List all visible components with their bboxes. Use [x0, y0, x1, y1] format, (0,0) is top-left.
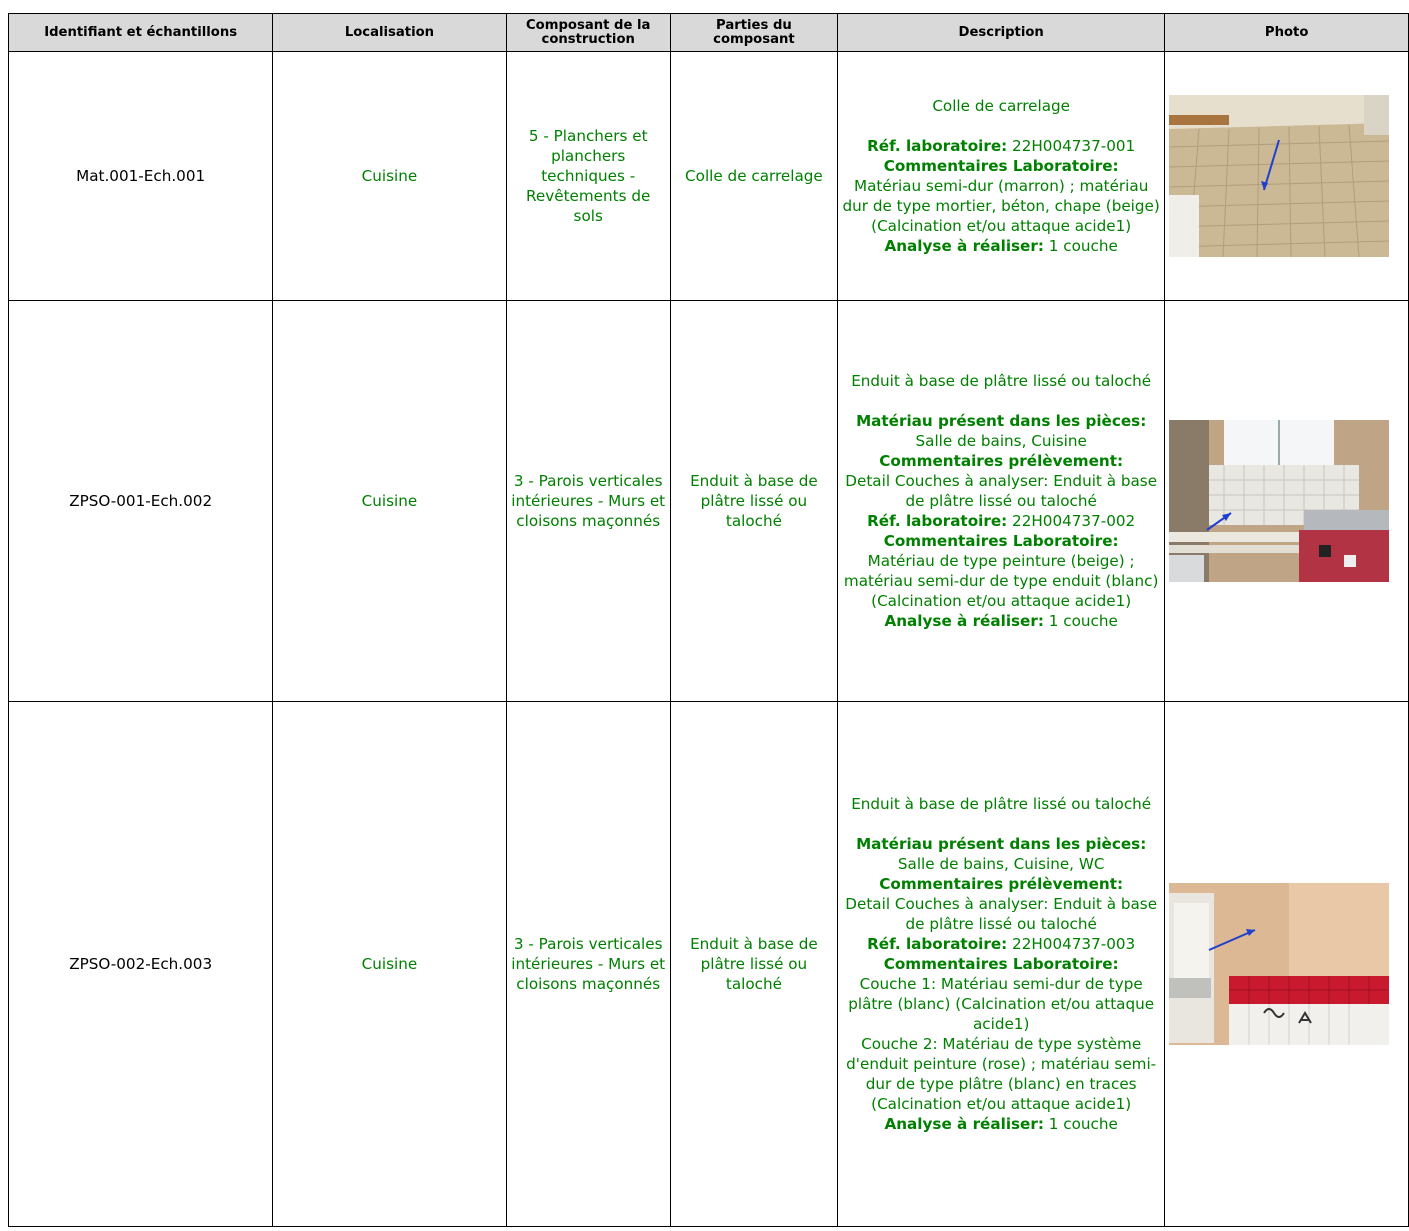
sample-location: Cuisine [273, 702, 506, 1227]
sample-description [838, 52, 1165, 301]
photo-cell [1165, 702, 1409, 1227]
description-title: Enduit à base de plâtre lissé ou taloché [851, 795, 1152, 813]
sample-component: 5 - Planchers et planchers techniques - Revêtements de sols [506, 52, 670, 301]
sample-id: ZPSO-002-Ech.003 [9, 702, 273, 1227]
sampling-comments-label: Commentaires prélèvement: [879, 452, 1124, 470]
description-title: Enduit à base de plâtre lissé ou taloché [851, 372, 1152, 390]
photo-cell [1165, 301, 1409, 702]
table-row [9, 301, 1409, 702]
photo-cell [1165, 52, 1409, 301]
lab-reference [842, 136, 1160, 156]
analysis-label: Analyse à réaliser: [884, 1115, 1044, 1133]
table-row [9, 702, 1409, 1227]
analysis-label: Analyse à réaliser: [884, 237, 1044, 255]
sample-id: ZPSO-001-Ech.002 [9, 301, 273, 702]
sample-location: Cuisine [273, 52, 506, 301]
sample-photo [1169, 95, 1389, 257]
sample-part: Enduit à base de plâtre lissé ou taloché [670, 301, 837, 702]
header-component: Composant de la construction [506, 14, 670, 52]
analysis-value: 1 couche [1048, 1115, 1118, 1133]
sample-part: Enduit à base de plâtre lissé ou taloché [670, 702, 837, 1227]
analysis-value: 1 couche [1048, 612, 1118, 630]
sample-component: 3 - Parois verticales intérieures - Murs et cloisons maçonnés [506, 702, 670, 1227]
header-location: Localisation [273, 14, 506, 52]
table-row [9, 52, 1409, 301]
lab-reference-label: Réf. laboratoire: [867, 137, 1008, 155]
analysis-label: Analyse à réaliser: [884, 612, 1044, 630]
header-photo: Photo [1165, 14, 1409, 52]
lab-reference-value: 22H004737-003 [1012, 935, 1136, 953]
lab-reference-value: 22H004737-001 [1012, 137, 1136, 155]
lab-reference [842, 934, 1160, 954]
sample-id: Mat.001-Ech.001 [9, 52, 273, 301]
lab-comments-layer-1: Couche 1: Matériau semi-dur de type plâtre (blanc) (Calcination et/ou attaque acide1) [848, 975, 1155, 1033]
lab-comments-label: Commentaires Laboratoire: [883, 157, 1119, 175]
present-value: Salle de bains, Cuisine, WC [897, 855, 1105, 873]
lab-reference-label: Réf. laboratoire: [867, 935, 1008, 953]
header-row [9, 14, 1409, 52]
sample-component: 3 - Parois verticales intérieures - Murs et cloisons maçonnés [506, 301, 670, 702]
sample-description [838, 702, 1165, 1227]
sampling-comments-value: Detail Couches à analyser: Enduit à base de plâtre lissé ou taloché [845, 895, 1158, 933]
lab-comments-label: Commentaires Laboratoire: [883, 532, 1119, 550]
sampling-comments-value: Detail Couches à analyser: Enduit à base de plâtre lissé ou taloché [845, 472, 1158, 510]
sample-part: Colle de carrelage [670, 52, 837, 301]
lab-reference-label: Réf. laboratoire: [867, 512, 1008, 530]
header-identifier: Identifiant et échantillons [9, 14, 273, 52]
lab-comments-value: Matériau de type peinture (beige) ; matériau semi-dur de type enduit (blanc) (Calcination et/ou attaque acide1) [843, 552, 1159, 610]
present-label: Matériau présent dans les pièces: [856, 412, 1147, 430]
sample-description [838, 301, 1165, 702]
present-value: Salle de bains, Cuisine [915, 432, 1087, 450]
sampling-comments-label: Commentaires prélèvement: [879, 875, 1124, 893]
lab-comments-layer-2: Couche 2: Matériau de type système d'enduit peinture (rose) ; matériau semi-dur de type plâtre (blanc) en traces (Calcination et/ou attaque acide1) [846, 1035, 1157, 1113]
header-description: Description [838, 14, 1165, 52]
lab-comments-value: Matériau semi-dur (marron) ; matériau dur de type mortier, béton, chape (beige) (Calcination et/ou attaque acide1) [842, 177, 1160, 235]
sample-location: Cuisine [273, 301, 506, 702]
present-label: Matériau présent dans les pièces: [856, 835, 1147, 853]
lab-reference-value: 22H004737-002 [1012, 512, 1136, 530]
sample-photo [1169, 420, 1389, 582]
analysis-value: 1 couche [1048, 237, 1118, 255]
sampling-table [8, 13, 1409, 1227]
description-title: Colle de carrelage [932, 97, 1071, 115]
lab-reference [842, 511, 1160, 531]
lab-comments-label: Commentaires Laboratoire: [883, 955, 1119, 973]
sample-photo [1169, 883, 1389, 1045]
header-part: Parties du composant [670, 14, 837, 52]
